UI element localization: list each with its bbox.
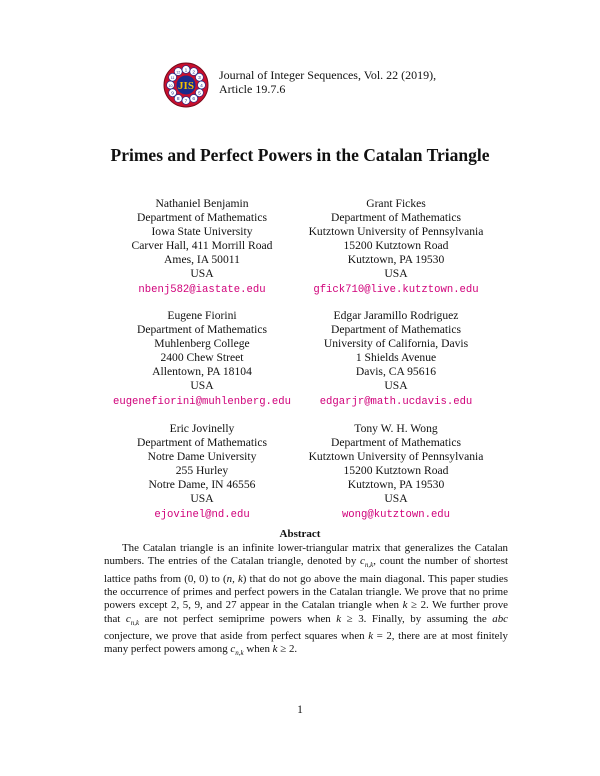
author-block xyxy=(276,197,516,297)
logo-dot-number: 8 xyxy=(176,97,180,103)
author-name: Eric Jovinelly xyxy=(169,422,235,435)
author-street: 15200 Kutztown Road xyxy=(343,464,449,478)
logo-dot-number: 7 xyxy=(184,99,188,105)
logo-dot-number: 6 xyxy=(192,97,196,103)
author-name: Edgar Jaramillo Rodriguez xyxy=(333,309,459,322)
author-institution: Kutztown University of Pennsylvania xyxy=(308,450,484,464)
author-block xyxy=(276,422,516,522)
author-name: Eugene Fiorini xyxy=(167,309,237,322)
logo-dot-number: 10 xyxy=(168,83,173,88)
author-country: USA xyxy=(384,379,408,393)
author-country: USA xyxy=(190,492,214,506)
author-city: Allentown, PA 18104 xyxy=(152,365,252,379)
author-street: 1 Shields Avenue xyxy=(355,351,437,365)
logo-dot-number: 5 xyxy=(198,91,201,97)
author-block xyxy=(276,309,516,409)
author-email-link[interactable]: nbenj582@iastate.edu xyxy=(138,283,266,296)
author-country: USA xyxy=(384,492,408,506)
author-department: Department of Mathematics xyxy=(136,211,268,225)
author-street: 255 Hurley xyxy=(175,464,229,478)
author-name: Tony W. H. Wong xyxy=(354,422,438,435)
logo-dot-number: 3 xyxy=(198,76,201,82)
logo-dot-number: 2 xyxy=(192,70,196,76)
jis-logo-text: JIS xyxy=(178,80,194,92)
author-street: Carver Hall, 411 Morrill Road xyxy=(131,239,273,253)
author-email-link[interactable]: gfick710@live.kutztown.edu xyxy=(313,283,479,296)
author-institution: Notre Dame University xyxy=(147,450,257,464)
author-department: Department of Mathematics xyxy=(330,436,462,450)
author-city: Kutztown, PA 19530 xyxy=(347,478,445,492)
abstract-heading: Abstract xyxy=(279,528,321,540)
author-institution: Iowa State University xyxy=(151,225,253,239)
author-email-link[interactable]: ejovinel@nd.edu xyxy=(154,508,250,521)
author-institution: Kutztown University of Pennsylvania xyxy=(308,225,484,239)
paper-title: Primes and Perfect Powers in the Catalan Triangle xyxy=(110,145,490,165)
logo-dot-number: 12 xyxy=(176,70,181,75)
jis-logo-icon xyxy=(163,62,209,108)
author-email-link[interactable]: wong@kutztown.edu xyxy=(341,508,451,521)
logo-dot-number: 11 xyxy=(170,76,175,81)
author-city: Notre Dame, IN 46556 xyxy=(148,478,256,492)
article-number: Article 19.7.6 xyxy=(219,82,286,96)
abstract-text: The Catalan triangle is an infinite lower-triangular matrix that generalizes the Catalan numbers. The entries of the Catalan triangle, denoted by $c_{n,k}$, count the number of shortest lattice paths from (0, 0) to (n, k) that do not go above the main diagonal. This paper studies the occurrence of primes and perfect powers in the Catalan triangle. We prove that no prime powers except 2, 5, 9, and 27 appear in the Catalan triangle when k ≥ 2. We further prove that $c_{n,k}$ are not perfect semiprime powers when k ≥ 3. Finally, by assuming the abc conjecture, we prove that aside from perfect squares when k = 2, there are at most finitely many perfect powers among $c_{n,k}$ when k ≥ 2. xyxy=(104,542,509,658)
journal-header xyxy=(163,62,483,108)
logo-dot-number: 9 xyxy=(171,91,174,97)
author-email-link[interactable]: eugenefiorini@muhlenberg.edu xyxy=(112,395,291,408)
page-number: 1 xyxy=(297,704,303,716)
author-department: Department of Mathematics xyxy=(330,211,462,225)
author-email-link[interactable]: edgarjr@math.ucdavis.edu xyxy=(319,395,473,408)
author-country: USA xyxy=(190,379,214,393)
author-street: 15200 Kutztown Road xyxy=(343,239,449,253)
author-city: Kutztown, PA 19530 xyxy=(347,253,445,267)
author-country: USA xyxy=(190,267,214,281)
logo-dot-number: 4 xyxy=(200,83,203,89)
author-street: 2400 Chew Street xyxy=(160,351,244,365)
author-city: Davis, CA 95616 xyxy=(355,365,437,379)
author-institution: University of California, Davis xyxy=(323,337,469,351)
author-name: Grant Fickes xyxy=(366,197,426,210)
author-institution: Muhlenberg College xyxy=(154,337,250,351)
author-department: Department of Mathematics xyxy=(330,323,462,337)
author-city: Ames, IA 50011 xyxy=(164,253,240,267)
journal-citation: Journal of Integer Sequences, Vol. 22 (2019), xyxy=(219,68,437,82)
logo-dot-number: 1 xyxy=(184,68,188,74)
author-department: Department of Mathematics xyxy=(136,323,268,337)
author-country: USA xyxy=(384,267,408,281)
author-department: Department of Mathematics xyxy=(136,436,268,450)
author-name: Nathaniel Benjamin xyxy=(155,197,249,210)
